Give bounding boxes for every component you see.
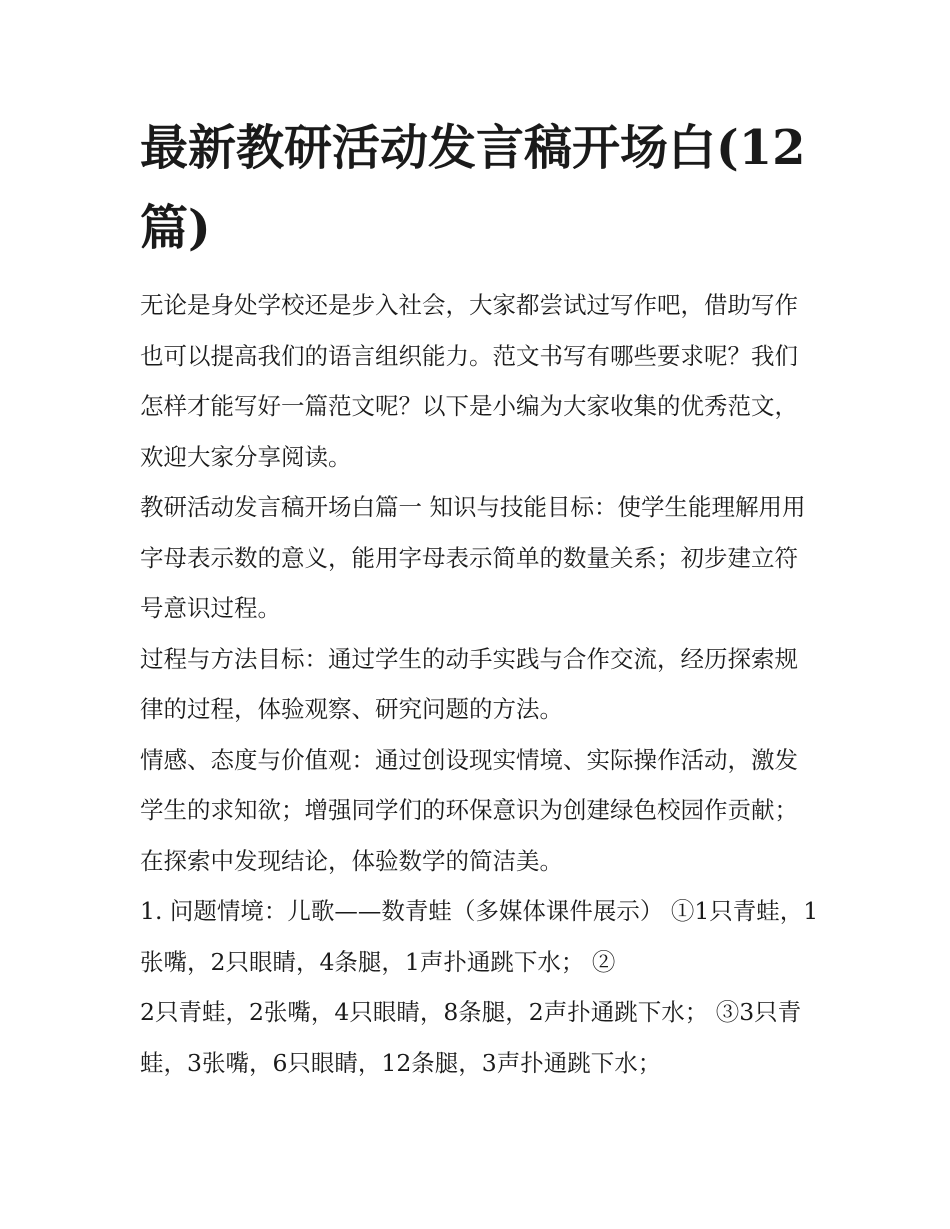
paragraph-problem-situation: 1. 问题情境：儿歌——数青蛙（多媒体课件展示） ①1只青蛙，1张嘴，2只眼睛，4条腿，1声扑通跳下水； ②: [140, 897, 819, 976]
paragraph-knowledge-goals: 教研活动发言稿开场白篇一 知识与技能目标：使学生能理解用用字母表示数的意义，能用字母表示简单的数量关系；初步建立符号意识过程。: [140, 493, 806, 622]
paragraph-frog-song: 2只青蛙，2张嘴，4只眼睛，8条腿，2声扑通跳下水； ③3只青蛙，3张嘴，6只眼睛，12条腿，3声扑通跳下水；: [140, 998, 802, 1077]
paragraph-process-goals: 过程与方法目标：通过学生的动手实践与合作交流，经历探索规律的过程，体验观察、研究问题的方法。: [140, 644, 798, 723]
paragraph-emotion-goals: 情感、态度与价值观：通过创设现实情境、实际操作活动，激发学生的求知欲；增强同学们的环保意识为创建绿色校园作贡献；在探索中发现结论，体验数学的简洁美。: [140, 745, 798, 875]
document-page: [140, 108, 820, 1088]
paragraph-intro: 无论是身处学校还是步入社会，大家都尝试过写作吧，借助写作也可以提高我们的语言组织能力。范文书写有哪些要求呢？我们怎样才能写好一篇范文呢？以下是小编为大家收集的优秀范文，欢迎大家分享阅读。: [140, 291, 798, 471]
document-title: 最新教研活动发言稿开场白(12篇): [140, 120, 806, 256]
